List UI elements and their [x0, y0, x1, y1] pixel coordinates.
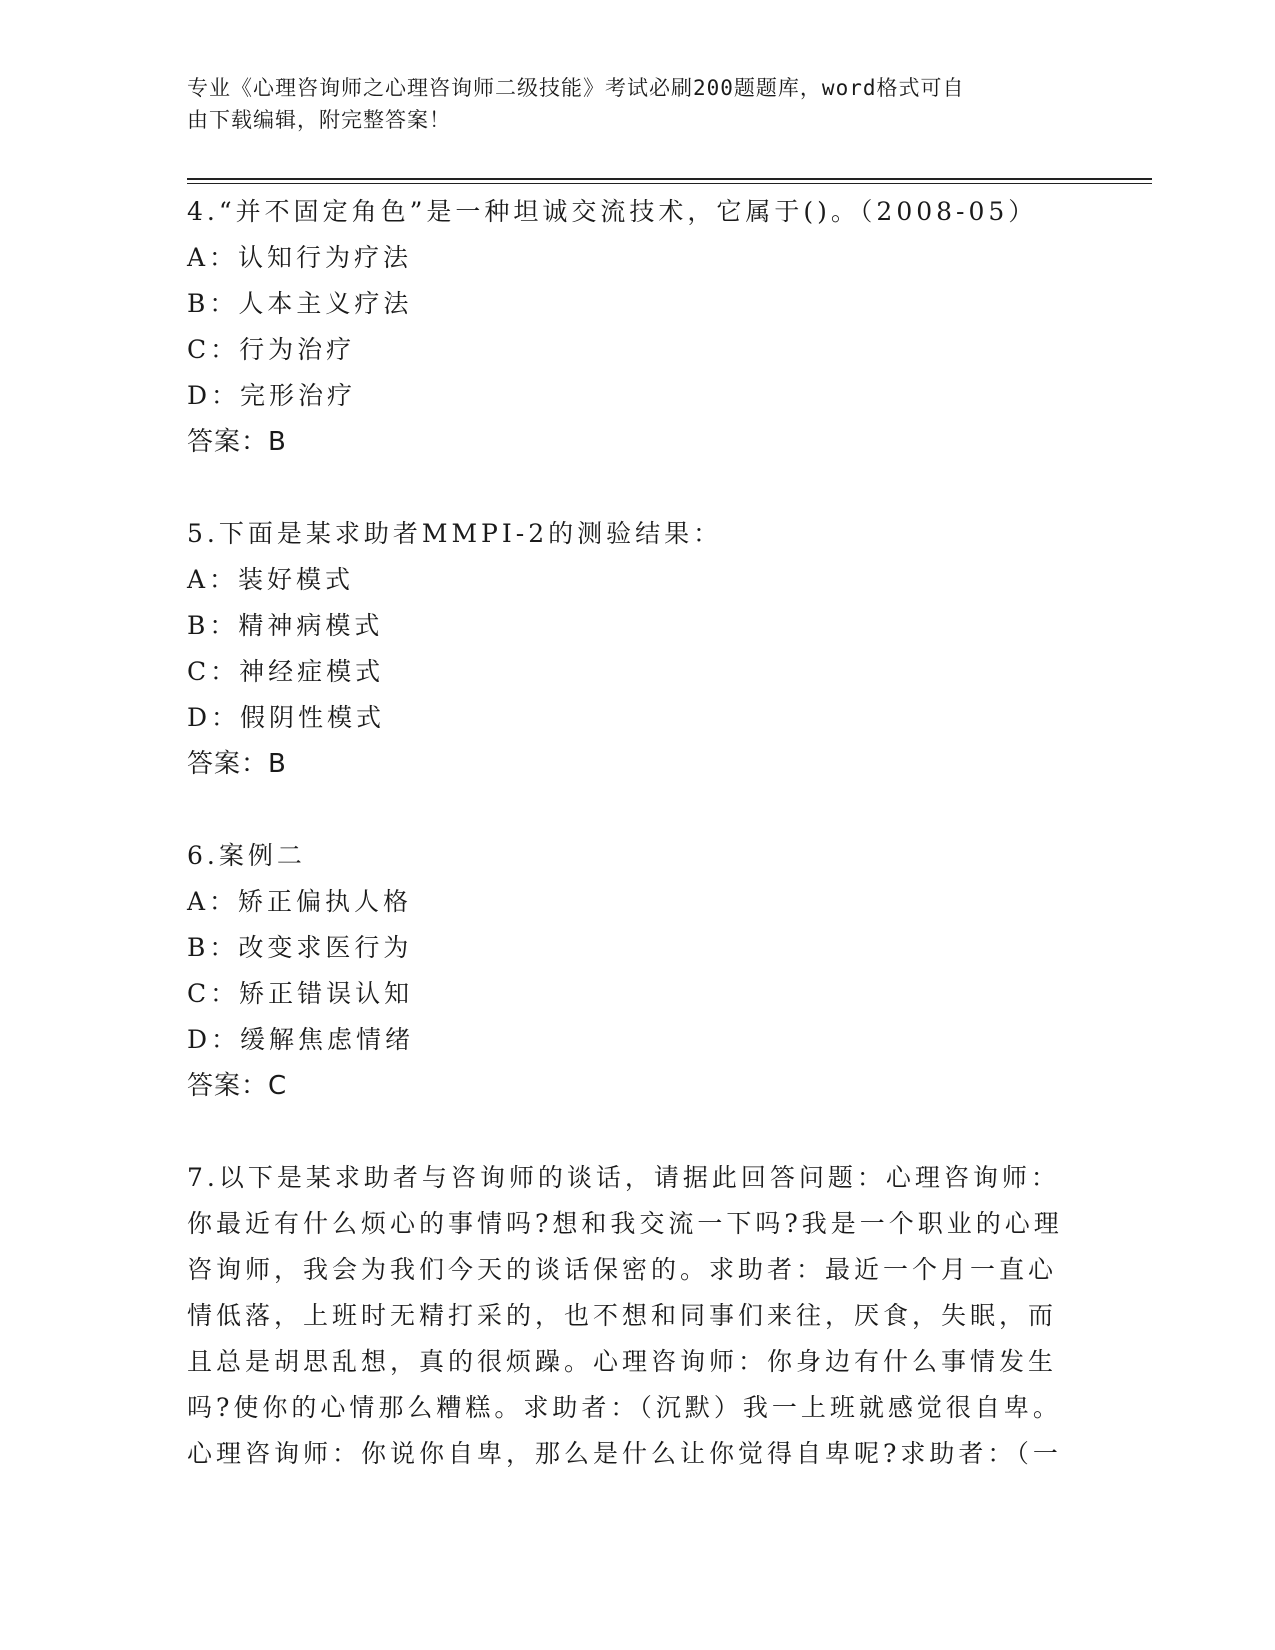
question-7	[187, 1155, 1067, 1477]
question-stem: 4.“并不固定角色”是一种坦诚交流技术，它属于()。（2008-05）	[187, 197, 1038, 226]
question-7-line-5: 且总是胡思乱想，真的很烦躁。心理咨询师：你身边有什么事情发生	[187, 1347, 1058, 1376]
option-d: D：完形治疗	[187, 381, 357, 410]
header-divider-thin	[187, 183, 1152, 184]
question-stem: 5.下面是某求助者MMPI-2的测验结果：	[187, 519, 723, 548]
question-stem: 6.案例二	[187, 841, 306, 870]
answer-line: 答案：B	[187, 427, 287, 457]
option-d: D：假阴性模式	[187, 703, 386, 732]
header-divider-thick	[187, 178, 1152, 180]
answer-line: 答案：B	[187, 749, 287, 779]
option-a: A：矫正偏执人格	[187, 887, 413, 916]
question-7-line-3: 咨询师，我会为我们今天的谈话保密的。求助者：最近一个月一直心	[187, 1255, 1058, 1284]
option-b: B：精神病模式	[187, 611, 384, 640]
question-7-line-4: 情低落，上班时无精打采的，也不想和同事们来往，厌食，失眠，而	[187, 1301, 1058, 1330]
answer-line: 答案：C	[187, 1071, 288, 1101]
header-line-1: 专业《心理咨询师之心理咨询师二级技能》考试必刷200题题库，word格式可自	[187, 76, 965, 100]
question-7-line-6: 吗?使你的心情那么糟糕。求助者：（沉默）我一上班就感觉很自卑。	[187, 1393, 1062, 1422]
option-b: B：人本主义疗法	[187, 289, 413, 318]
option-c: C：神经症模式	[187, 657, 385, 686]
option-a: A：装好模式	[187, 565, 355, 594]
option-d: D：缓解焦虑情绪	[187, 1025, 415, 1054]
option-b: B：改变求医行为	[187, 933, 413, 962]
question-7-line-2: 你最近有什么烦心的事情吗?想和我交流一下吗?我是一个职业的心理	[187, 1209, 1063, 1238]
question-7-line-1: 7.以下是某求助者与咨询师的谈话，请据此回答问题：心理咨询师：	[187, 1163, 1060, 1192]
option-c: C：行为治疗	[187, 335, 356, 364]
option-a: A：认知行为疗法	[187, 243, 413, 272]
question-6	[187, 833, 1067, 1109]
header-line-2: 由下载编辑，附完整答案！	[187, 108, 451, 132]
document-header	[187, 72, 1067, 136]
question-5	[187, 511, 1067, 787]
question-4	[187, 189, 1067, 465]
question-7-line-7: 心理咨询师：你说你自卑，那么是什么让你觉得自卑呢?求助者：（一	[187, 1439, 1062, 1468]
question-list	[187, 189, 1067, 1523]
option-c: C：矫正错误认知	[187, 979, 414, 1008]
